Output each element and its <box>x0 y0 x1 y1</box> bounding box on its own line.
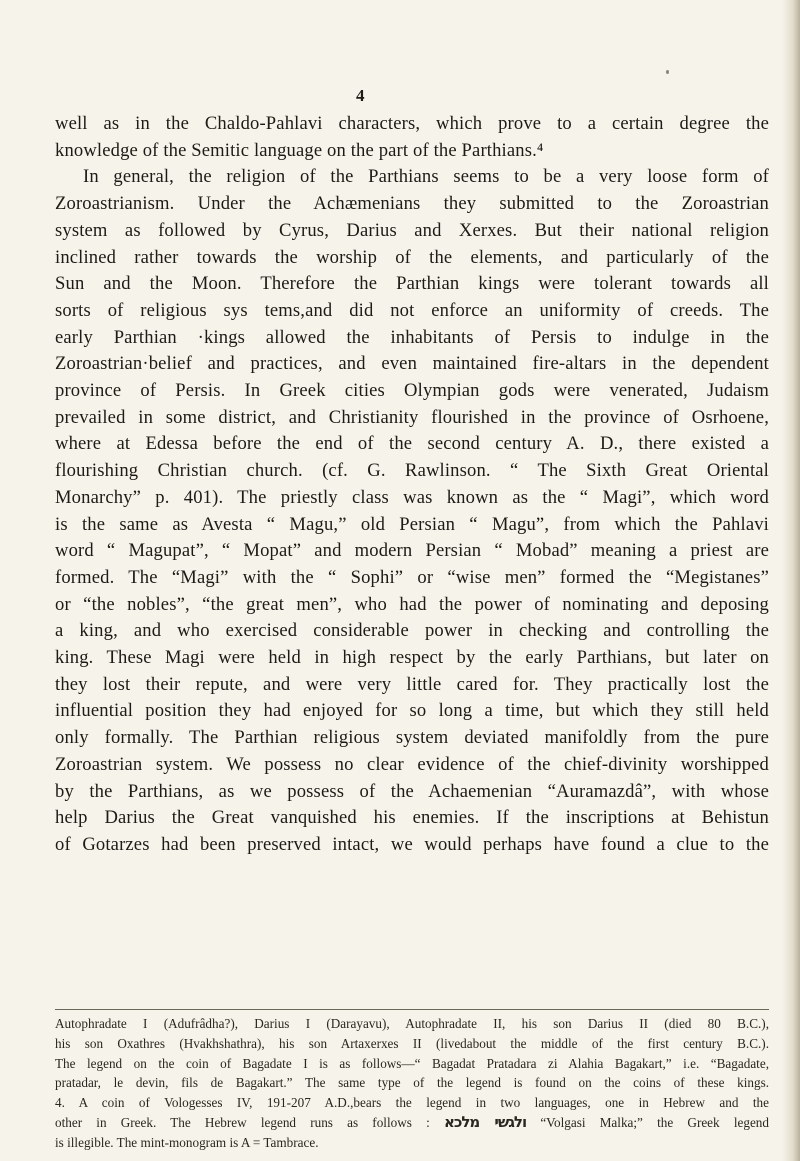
body-line: word “ Magupat”, “ Mopat” and modern Persian “ Mobad” meaning a priest are <box>55 540 769 562</box>
footnote-line: pratadar, le devin, fils de Bagakart.” The same type of the legend is found on the coins of these kings. <box>55 1075 769 1091</box>
paper-speck <box>666 70 669 74</box>
body-line: knowledge of the Semitic language on the part of the Parthians.⁴ <box>55 139 544 161</box>
footnote-4-text-b: “Volgasi Malka;” the Greek legend <box>540 1114 769 1130</box>
body-line: Zoroastrian system. We possess no clear evidence of the chief-divinity worshipped <box>55 753 769 775</box>
footnote-4-text-a: other in Greek. The Hebrew legend runs as follows : <box>55 1114 430 1130</box>
body-line: only formally. The Parthian religious system deviated manifoldly from the pure <box>55 727 769 749</box>
footnotes <box>55 1014 769 1153</box>
hebrew-legend: ולגשי מלכא <box>443 1112 527 1131</box>
body-line: inclined rather towards the worship of the elements, and particularly of the <box>55 246 769 268</box>
body-line: In general, the religion of the Parthians seems to be a very loose form of <box>83 166 769 188</box>
body-line: well as in the Chaldo-Pahlavi characters, which prove to a certain degree the <box>55 113 769 134</box>
footnote-divider <box>55 1009 769 1010</box>
page-number: 4 <box>356 86 365 105</box>
body-line: province of Persis. In Greek cities Olympian gods were venerated, Judaism <box>55 380 769 402</box>
body-line: Sun and the Moon. Therefore the Parthian kings were tolerant towards all <box>55 273 769 295</box>
body-line: flourishing Christian church. (cf. G. Rawlinson. “ The Sixth Great Oriental <box>55 460 769 482</box>
body-line: they lost their repute, and were very little cared for. They practically lost the <box>55 673 769 695</box>
footnote-line: Autophradate I (Adufrâdha?), Darius I (Darayavu), Autophradate II, his son Darius II (died 80 B.C.), <box>55 1016 769 1031</box>
body-line: formed. The “Magi” with the “ Sophi” or “wise men” formed the “Megistanes” <box>55 566 769 588</box>
body-line: sorts of religious sys tems,and did not enforce an uniformity of creeds. The <box>55 299 769 321</box>
footnote-line: The legend on the coin of Bagadate I is as follows—“ Bagadat Pratadara zi Alahia Bagakart,” i.e. “Bagadate, <box>55 1055 769 1071</box>
footnote-line: his son Oxathres (Hvakhshathra), his son Artaxerxes II (livedabout the middle of the first century B.C.). <box>55 1035 769 1051</box>
body-line: of Gotarzes had been preserved intact, we would perhaps have found a clue to the <box>55 833 769 855</box>
body-line: a king, and who exercised considerable power in checking and controlling the <box>55 620 769 642</box>
body-line: where at Edessa before the end of the second century A. D., there existed a <box>55 433 769 455</box>
footnote-4-line-2 <box>55 1113 769 1133</box>
body-line: king. These Magi were held in high respect by the early Parthians, but later on <box>55 647 769 669</box>
body-text <box>55 111 769 859</box>
body-line: prevailed in some district, and Christianity flourished in the province of Osrhoene, <box>55 406 769 428</box>
body-line: by the Parthians, as we possess of the Achaemenian “Auramazdâ”, with whose <box>55 780 769 802</box>
body-line: Zoroastrianism. Under the Achæmenians they submitted to the Zoroastrian <box>55 193 769 215</box>
body-line: help Darius the Great vanquished his enemies. If the inscriptions at Behistun <box>55 807 769 829</box>
body-line: early Parthian ·kings allowed the inhabitants of Persis to indulge in the <box>55 326 769 348</box>
footnote-4-line-1: 4. A coin of Vologesses IV, 191-207 A.D.,bears the legend in two languages, one in Hebrew and the <box>55 1095 769 1111</box>
footnote-4-line-3: is illegible. The mint-monogram is A = Tambrace. <box>55 1134 319 1150</box>
body-line: system as followed by Cyrus, Darius and Xerxes. But their national religion <box>55 219 769 241</box>
body-line: Monarchy” p. 401). The priestly class was known as the “ Magi”, which word <box>55 486 769 508</box>
body-line: is the same as Avesta “ Magu,” old Persian “ Magu”, from which the Pahlavi <box>55 513 769 535</box>
body-line: influential position they had enjoyed for so long a time, but which they still held <box>55 700 769 722</box>
body-line: or “the nobles”, “the great men”, who had the power of nominating and deposing <box>55 593 769 615</box>
page-edge-shadow <box>782 0 800 1161</box>
body-line: Zoroastrian·belief and practices, and even maintained fire-altars in the dependent <box>55 353 769 375</box>
